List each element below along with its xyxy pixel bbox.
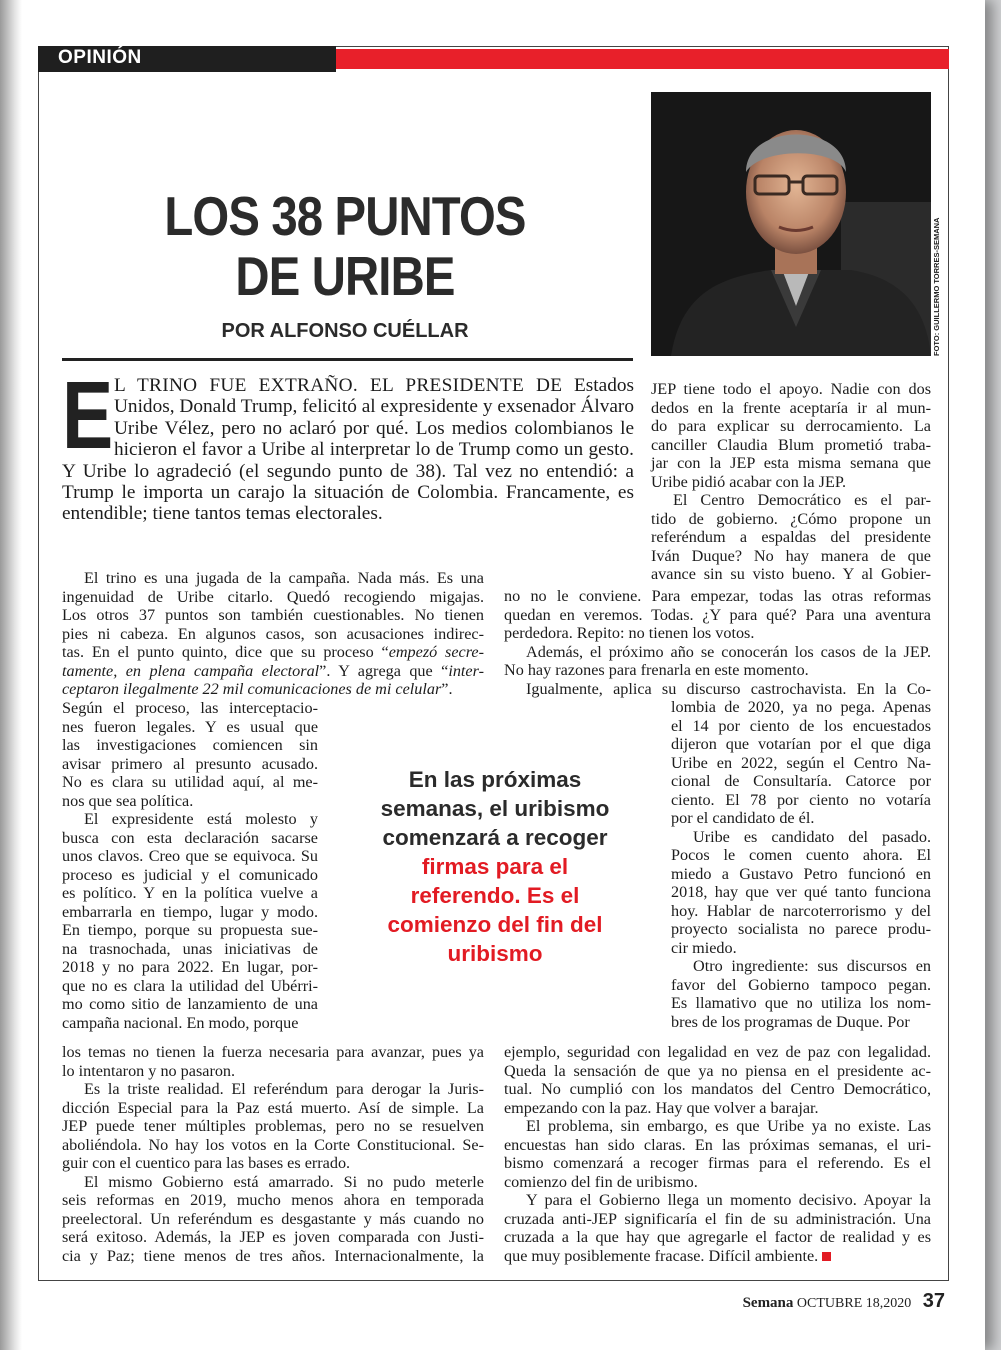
- body-line: es político. Y en la política vuelve a: [62, 884, 318, 902]
- body-line: no no le conviene. Para empezar, todas las otras reformas: [504, 587, 931, 605]
- body-line: quedan en veremos. Todas. ¿Y para qué? Para una aventura: [504, 605, 931, 624]
- body-right-bottom: [504, 1043, 931, 1265]
- end-of-article-mark: [822, 1252, 831, 1261]
- body-line: cruzada a la que hay que agregarle el factor de realidad y es: [504, 1228, 931, 1246]
- pull-quote-line: comenzará a recoger: [382, 825, 608, 850]
- body-line: na trasnochada, unas iniciativas de: [62, 939, 318, 958]
- body-line: tas. En el punto quinto, dice que su proceso “empezó secre-: [62, 643, 485, 661]
- body-line: dijeron que votarían por el que diga: [671, 735, 931, 753]
- pull-quote-line-red: referendo. Es el: [410, 883, 580, 908]
- body-line: ingenuidad de Uribe citarlo. Quedó recogiendo migajas.: [62, 587, 484, 606]
- pull-quote-line: En las próximas: [408, 767, 582, 792]
- body-line: nos que sea política.: [62, 791, 194, 810]
- body-line: Iván Duque? No hay manera de que: [651, 546, 931, 565]
- body-line: 2018, hay que ver qué tanto funciona: [671, 883, 931, 901]
- body-line: Uribe en 2022, según el Centro Na-: [671, 753, 931, 772]
- body-line: No es clara su utilidad aquí, al me-: [62, 773, 318, 791]
- body-line: ciento. El 78 por ciento no votaría: [671, 790, 931, 809]
- body-line: jar con la JEP esta misma semana que: [651, 454, 931, 472]
- body-line: tual. No cumplió con los mandatos del Centro Democrático,: [504, 1080, 931, 1098]
- body-line: encuestas han sido claras. En las próximas semanas, el uri-: [504, 1135, 931, 1154]
- body-line: campaña nacional. En modo, porque: [62, 1013, 299, 1032]
- body-right-narrow: [671, 698, 931, 1031]
- pull-quote-line: semanas, el uribismo: [380, 796, 610, 821]
- body-line: mo como sitio de lanzamiento de una: [62, 995, 318, 1013]
- body-right-wide: [504, 587, 931, 698]
- author-photo: [651, 92, 931, 356]
- magazine-name: Semana: [742, 1295, 794, 1311]
- body-line: dedos en la frente aceptaría ir al mun-: [651, 398, 931, 417]
- page-gutter-shadow: [0, 0, 22, 1350]
- headline-line-2: DE URIBE: [235, 245, 455, 307]
- body-line: avance sin su visto bueno. Y al Gobier-: [651, 565, 931, 583]
- author-portrait-illustration: [651, 92, 931, 356]
- headline: [126, 186, 565, 306]
- body-line: cruzada anti-JEP significaría el fin de su administración. Una: [504, 1209, 931, 1228]
- body-line: El Centro Democrático es el par-: [673, 491, 931, 509]
- body-line: Otro ingrediente: sus discursos en: [693, 957, 931, 975]
- headline-line-1: LOS 38 PUNTOS: [164, 185, 526, 247]
- issue-date: OCTUBRE 18,2020: [796, 1296, 912, 1311]
- lede-caps: L TRINO FUE EXTRAÑO. EL PRESIDENTE DE: [114, 375, 563, 396]
- pull-quote-line-red: firmas para el: [421, 854, 569, 879]
- body-line: cir miedo.: [671, 938, 737, 957]
- body-line: Los otros 37 puntos son también cuestionables. No tienen: [62, 606, 484, 624]
- body-line: tido de gobierno. ¿Cómo propone un: [651, 509, 931, 528]
- body-line: cional de Consultaría. Catorce por: [671, 772, 931, 790]
- body-line: perdedora. Repito: no tienen los votos.: [504, 624, 755, 642]
- section-bar-red: [336, 49, 949, 69]
- body-line: hoy. Hablar de narcoterrorismo y del: [671, 901, 931, 920]
- body-left-bottom: [62, 1043, 484, 1265]
- body-line: busca con esta declaración sacarse: [62, 828, 318, 847]
- body-line: miedo a Gustavo Petro funcionó en: [671, 864, 931, 883]
- body-line: que no es clara la utilidad del Ubérri-: [62, 976, 318, 995]
- byline: POR ALFONSO CUÉLLAR: [221, 320, 469, 342]
- body-line: preelectoral. Un referéndum es desgastante y más cuando no: [62, 1209, 484, 1228]
- body-line: proyecto socialista no parece produ-: [671, 920, 931, 938]
- body-line: Uribe es candidato del pasado.: [693, 827, 931, 846]
- body-line: El mismo Gobierno está amarrado. Si no pudo meterle: [84, 1172, 484, 1191]
- body-line: Uribe pidió acabar con la JEP.: [651, 472, 847, 491]
- body-line: embarrarla en tiempo, lugar y modo.: [62, 902, 318, 921]
- page-number: 37: [922, 1290, 945, 1312]
- body-line: empezando con la paz. Hay que volver a barajar.: [504, 1098, 819, 1117]
- body-line: proceso es judicial y el comunicado: [62, 865, 318, 884]
- body-line: Y para el Gobierno llega un momento decisivo. Apoyar la: [526, 1191, 931, 1209]
- headline-rule: [62, 358, 633, 361]
- page-footer: [700, 1290, 945, 1313]
- body-line: canciller Claudia Blum prometió traba-: [651, 435, 931, 454]
- body-line: bres de los programas de Duque. Por: [671, 1012, 910, 1031]
- body-line: lombia de 2020, ya no pega. Apenas: [671, 698, 931, 716]
- lede-paragraph: [62, 362, 634, 525]
- pull-quote-line-red: comienzo del fin del: [387, 912, 603, 937]
- body-line: será exitoso. Además, la JEP es joven comparada con Justi-: [62, 1228, 484, 1246]
- body-line: que muy posiblemente fracase. Difícil ambiente.: [504, 1247, 931, 1266]
- body-line: el 14 por ciento de los encuestados: [671, 716, 931, 735]
- body-line: aboliéndola. No hay los votos en la Corte Constitucional. Se-: [62, 1135, 484, 1154]
- body-line: Pocos le comen cuento ahora. El: [671, 846, 931, 864]
- body-line: Es la triste realidad. El referéndum para derogar la Juris-: [84, 1080, 484, 1098]
- body-line: ceptaron ilegalmente 22 mil comunicaciones de mi celular”.: [62, 680, 453, 698]
- body-line: lo intentaron y no pasaron.: [62, 1061, 236, 1080]
- body-line: El expresidente está molesto y: [84, 810, 318, 828]
- body-line: comienzo del fin de uribismo.: [504, 1172, 698, 1191]
- body-line: guir con el cuentico para las bases es errado.: [62, 1154, 351, 1172]
- body-line: Además, el próximo año se conocerán los casos de la JEP.: [526, 642, 931, 661]
- body-right-top: [651, 380, 931, 584]
- body-line: unos clavos. Creo que se equivoca. Su: [62, 847, 318, 865]
- body-line: pies ni cabeza. En algunos casos, son acusaciones indirec-: [62, 624, 484, 643]
- body-left-wide: [62, 569, 484, 699]
- drop-cap-spacer: [62, 362, 114, 469]
- body-line: 2018 y no para 2022. En lugar, por-: [62, 958, 318, 976]
- photo-credit: FOTO: GUILLERMO TORRES-SEMANA: [932, 217, 941, 356]
- section-bar: [38, 46, 949, 72]
- body-line: Según el proceso, las interceptacio-: [62, 699, 318, 717]
- pull-quote-line-red: uribismo: [447, 941, 543, 966]
- body-line: No hay razones para frenarla en este momento.: [504, 661, 809, 679]
- body-line: los temas no tienen la fuerza necesaria para avanzar, pues ya: [62, 1043, 484, 1061]
- body-line: Queda la sensación de que ya no piensa en el presidente ac-: [504, 1061, 931, 1080]
- body-line: JEP puede tener múltiples problemas, pero no se resuelven: [62, 1117, 484, 1135]
- drop-cap: E: [62, 362, 114, 469]
- body-line: El problema, sin embargo, es que Uribe ya no existe. Las: [526, 1117, 931, 1135]
- body-line: favor del Gobierno tampoco pegan.: [671, 975, 931, 994]
- body-line: El trino es una jugada de la campaña. Nada más. Es una: [84, 569, 484, 587]
- body-line: do para explicar su derrocamiento. La: [651, 417, 931, 435]
- body-line: Es llamativo que no utiliza los nom-: [671, 994, 931, 1012]
- body-line: JEP tiene todo el apoyo. Nadie con dos: [651, 380, 931, 398]
- section-label: OPINIÓN: [58, 47, 142, 68]
- pull-quote: [360, 765, 630, 968]
- body-line: bismo comenzará a recoger firmas para el referendo. Es el: [504, 1154, 931, 1172]
- body-line: las investigaciones comiencen sin: [62, 736, 318, 754]
- body-line: referéndum a espaldas del presidente: [651, 528, 931, 546]
- body-line: por el candidato de él.: [671, 809, 815, 827]
- body-line: ejemplo, seguridad con legalidad en vez de paz con legalidad.: [504, 1043, 931, 1061]
- body-line: tamente, en plena campaña electoral”. Y agrega que “inter-: [62, 661, 484, 680]
- body-line: cia y Paz; tiene menos de tres años. Internacionalmente, la: [62, 1246, 484, 1265]
- body-line: avisar primero al presunto acusado.: [62, 754, 318, 773]
- body-line: dicción Especial para la Paz está muerto. Así de simple. La: [62, 1098, 484, 1117]
- body-line: seis reformas en 2019, mucho menos ahora en temporada: [62, 1191, 484, 1209]
- body-left-narrow: [62, 699, 318, 1032]
- lede-text: Estados Unidos, Donald Trump, felicitó al expresidente y exsenador Álvaro Uribe Vélez, pero no aclaró por qué. Los medios colombianos le hicieron el favor a Uribe al interpretar lo de Trump como un gesto. Y Uribe lo agradeció (el segundo punto de 38). Tal vez no entendió: a Trump le importa un carajo la situación de Colombia. Francamente, es entendible; tiene tantos temas electorales.: [62, 375, 634, 525]
- body-line: Igualmente, aplica su discurso castrochavista. En la Co-: [526, 679, 931, 698]
- body-line: En tiempo, porque su propuesta sue-: [62, 921, 318, 939]
- body-line: nes fueron legales. Y es usual que: [62, 717, 318, 736]
